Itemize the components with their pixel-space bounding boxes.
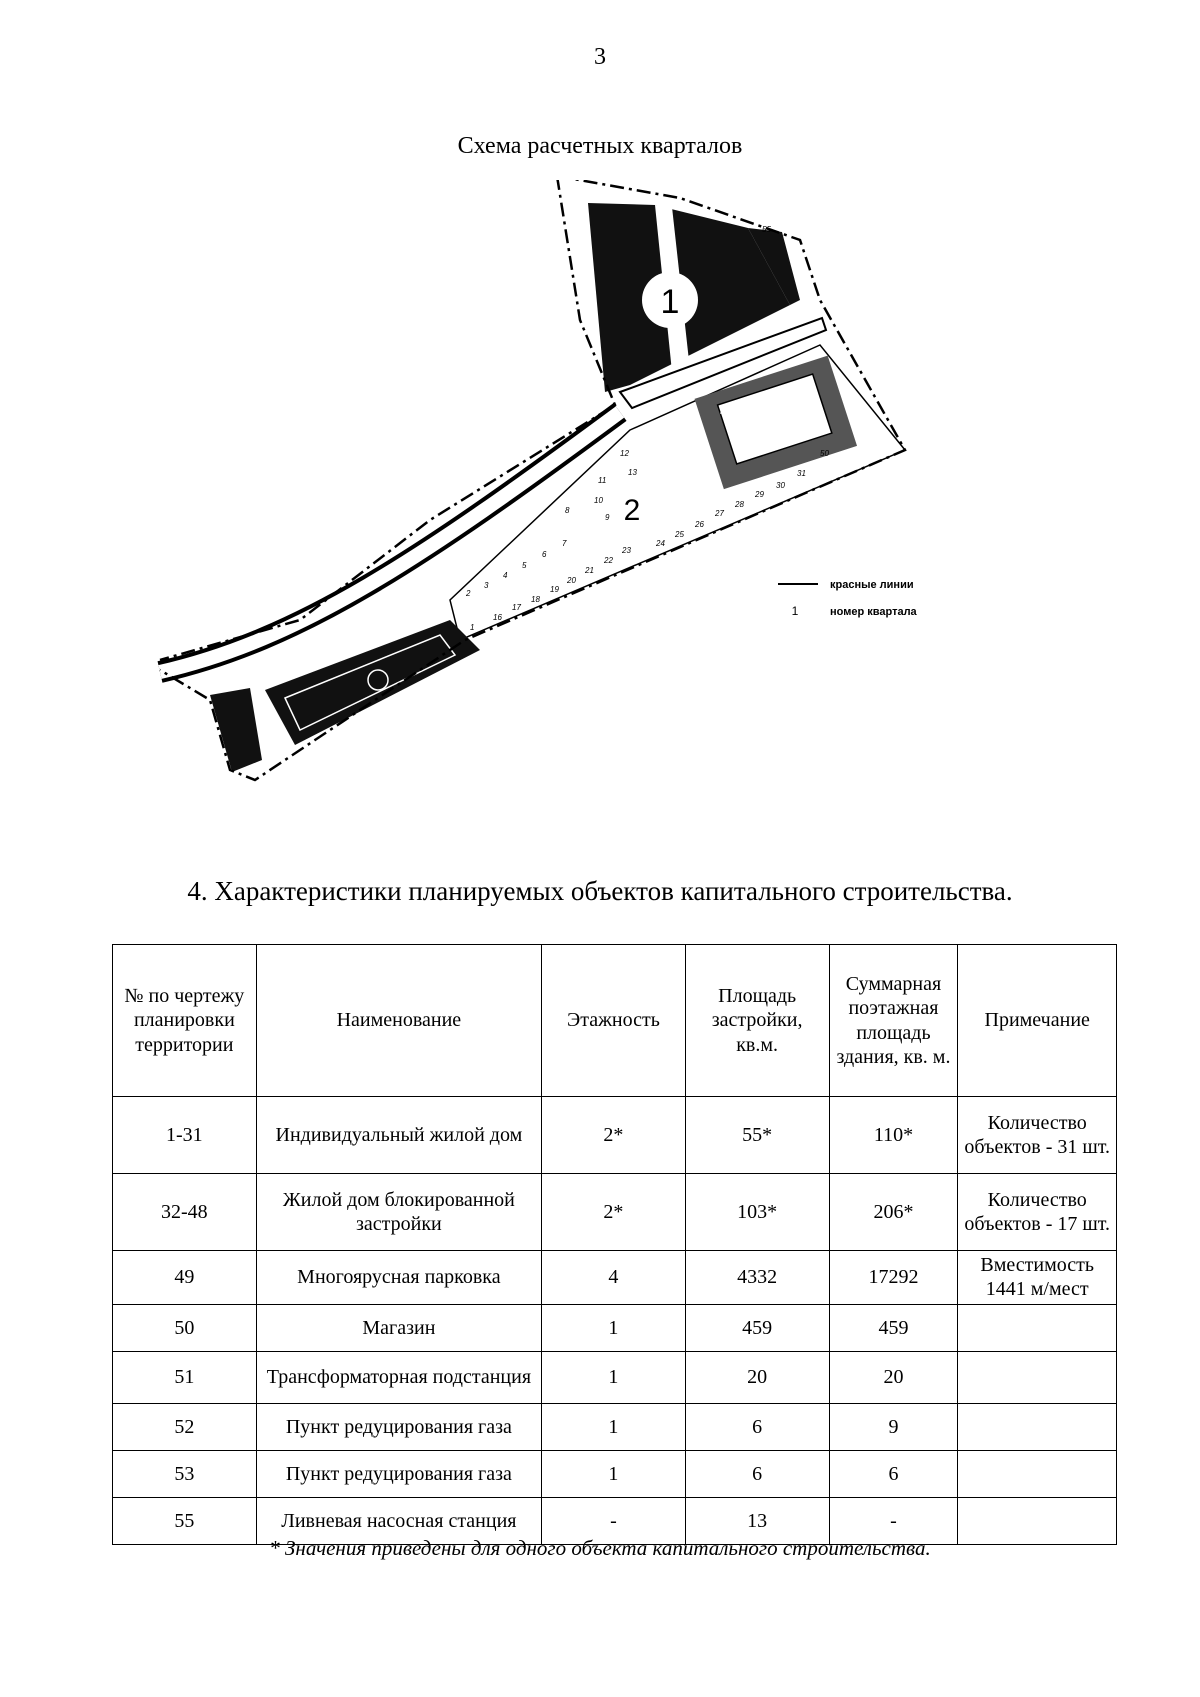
lot-number: 30 — [776, 481, 785, 490]
cell-total-floor-area: 206* — [829, 1174, 958, 1251]
header-total-floor-area: Суммарная поэтажная площадь здания, кв. м. — [829, 945, 958, 1097]
lot-number: 24 — [656, 539, 665, 548]
table-header-row — [113, 945, 1117, 1097]
lot-number: 26 — [695, 520, 704, 529]
cell-building-area: 13 — [685, 1497, 829, 1544]
header-number: № по чертежу планировки территории — [113, 945, 257, 1097]
footnote: * Значения приведены для одного объекта капитального строительства. — [269, 1536, 931, 1560]
header-building-area: Площадь застройки, кв.м. — [685, 945, 829, 1097]
cell-total-floor-area: 459 — [829, 1304, 958, 1351]
cell-floors: 1 — [542, 1450, 686, 1497]
cell-total-floor-area: 110* — [829, 1097, 958, 1174]
page-number: 3 — [594, 44, 606, 70]
cell-number: 50 — [113, 1304, 257, 1351]
cell-floors: 1 — [542, 1351, 686, 1403]
cell-floors: 2* — [542, 1097, 686, 1174]
cell-total-floor-area: 6 — [829, 1450, 958, 1497]
table-row — [113, 1304, 1117, 1351]
cell-name: Трансформаторная подстанция — [256, 1351, 541, 1403]
cell-number: 49 — [113, 1251, 257, 1305]
header-note: Примечание — [958, 945, 1117, 1097]
cell-building-area: 6 — [685, 1403, 829, 1450]
lot-number: 16 — [493, 613, 502, 622]
quarter-1-label: 1 — [660, 283, 680, 321]
lot-number: 17 — [512, 603, 521, 612]
building-49-label: 49 — [720, 408, 729, 417]
cell-number: 52 — [113, 1403, 257, 1450]
header-floors: Этажность — [542, 945, 686, 1097]
lot-number: 19 — [550, 585, 559, 594]
cell-note: Количество объектов - 31 шт. — [958, 1097, 1117, 1174]
cell-total-floor-area: 17292 — [829, 1251, 958, 1305]
cell-number: 55 — [113, 1497, 257, 1544]
lot-number: 25 — [675, 530, 684, 539]
cell-floors: 2* — [542, 1174, 686, 1251]
cell-name: Пункт редуцирования газа — [256, 1450, 541, 1497]
cell-name: Пункт редуцирования газа — [256, 1403, 541, 1450]
lot-number: 23 — [622, 546, 631, 555]
cell-number: 53 — [113, 1450, 257, 1497]
cell-building-area: 459 — [685, 1304, 829, 1351]
cell-number: 1-31 — [113, 1097, 257, 1174]
cell-name: Жилой дом блокированной застройки — [256, 1174, 541, 1251]
scheme-title: Схема расчетных кварталов — [457, 133, 743, 159]
cell-building-area: 20 — [685, 1351, 829, 1403]
lot-number: 4 — [503, 571, 508, 580]
table-row — [113, 1251, 1117, 1305]
cell-building-area: 6 — [685, 1450, 829, 1497]
lower-park-block — [265, 620, 480, 745]
lot-number: 9 — [605, 513, 610, 522]
lot-number: 29 — [755, 490, 764, 499]
objects-table — [112, 944, 1117, 1545]
cell-floors: - — [542, 1497, 686, 1544]
cell-number: 51 — [113, 1351, 257, 1403]
cell-building-area: 55* — [685, 1097, 829, 1174]
cell-note — [958, 1351, 1117, 1403]
cell-building-area: 103* — [685, 1174, 829, 1251]
cell-name: Многоярусная парковка — [256, 1251, 541, 1305]
building-50-label: 50 — [820, 449, 829, 458]
lot-number: 21 — [585, 566, 594, 575]
cell-total-floor-area: 20 — [829, 1351, 958, 1403]
table-row — [113, 1450, 1117, 1497]
lot-number: 27 — [715, 509, 724, 518]
cell-note: Вместимость 1441 м/мест — [958, 1251, 1117, 1305]
cell-total-floor-area: - — [829, 1497, 958, 1544]
header-name: Наименование — [256, 945, 541, 1097]
section-title: 4. Характеристики планируемых объектов капитального строительства. — [187, 876, 1013, 906]
lot-number: 2 — [466, 589, 471, 598]
cell-name: Индивидуальный жилой дом — [256, 1097, 541, 1174]
lot-number: 13 — [628, 468, 637, 477]
lot-number: 31 — [797, 469, 806, 478]
cell-note — [958, 1403, 1117, 1450]
cell-total-floor-area: 9 — [829, 1403, 958, 1450]
table-row — [113, 1174, 1117, 1251]
lot-number: 5 — [522, 561, 527, 570]
quarter-2-label: 2 — [623, 494, 641, 527]
table-row — [113, 1403, 1117, 1450]
lot-number: 22 — [604, 556, 613, 565]
lot-number: 55 — [762, 225, 771, 234]
cell-note — [958, 1304, 1117, 1351]
cell-number: 32-48 — [113, 1174, 257, 1251]
table-row — [113, 1351, 1117, 1403]
cell-floors: 1 — [542, 1304, 686, 1351]
lot-number: 28 — [735, 500, 744, 509]
cell-floors: 1 — [542, 1403, 686, 1450]
lot-number: 1 — [470, 623, 475, 632]
legend-number-label: номер квартала — [830, 606, 917, 618]
cell-note: Количество объектов - 17 шт. — [958, 1174, 1117, 1251]
lot-number: 12 — [620, 449, 629, 458]
cell-name: Ливневая насосная станция — [256, 1497, 541, 1544]
lot-number: 8 — [565, 506, 570, 515]
cell-floors: 4 — [542, 1251, 686, 1305]
lot-number: 7 — [562, 539, 567, 548]
quarters-scheme-map — [155, 180, 1005, 860]
lot-number: 3 — [484, 581, 489, 590]
table-row — [113, 1097, 1117, 1174]
lot-number: 20 — [567, 576, 576, 585]
lot-number: 11 — [598, 476, 607, 485]
lot-number: 10 — [594, 496, 603, 505]
legend-number-symbol: 1 — [791, 604, 799, 618]
cell-building-area: 4332 — [685, 1251, 829, 1305]
lot-number: 6 — [542, 550, 547, 559]
lot-number: 18 — [531, 595, 540, 604]
legend-red-lines-label: красные линии — [830, 579, 914, 591]
cell-note — [958, 1450, 1117, 1497]
cell-name: Магазин — [256, 1304, 541, 1351]
